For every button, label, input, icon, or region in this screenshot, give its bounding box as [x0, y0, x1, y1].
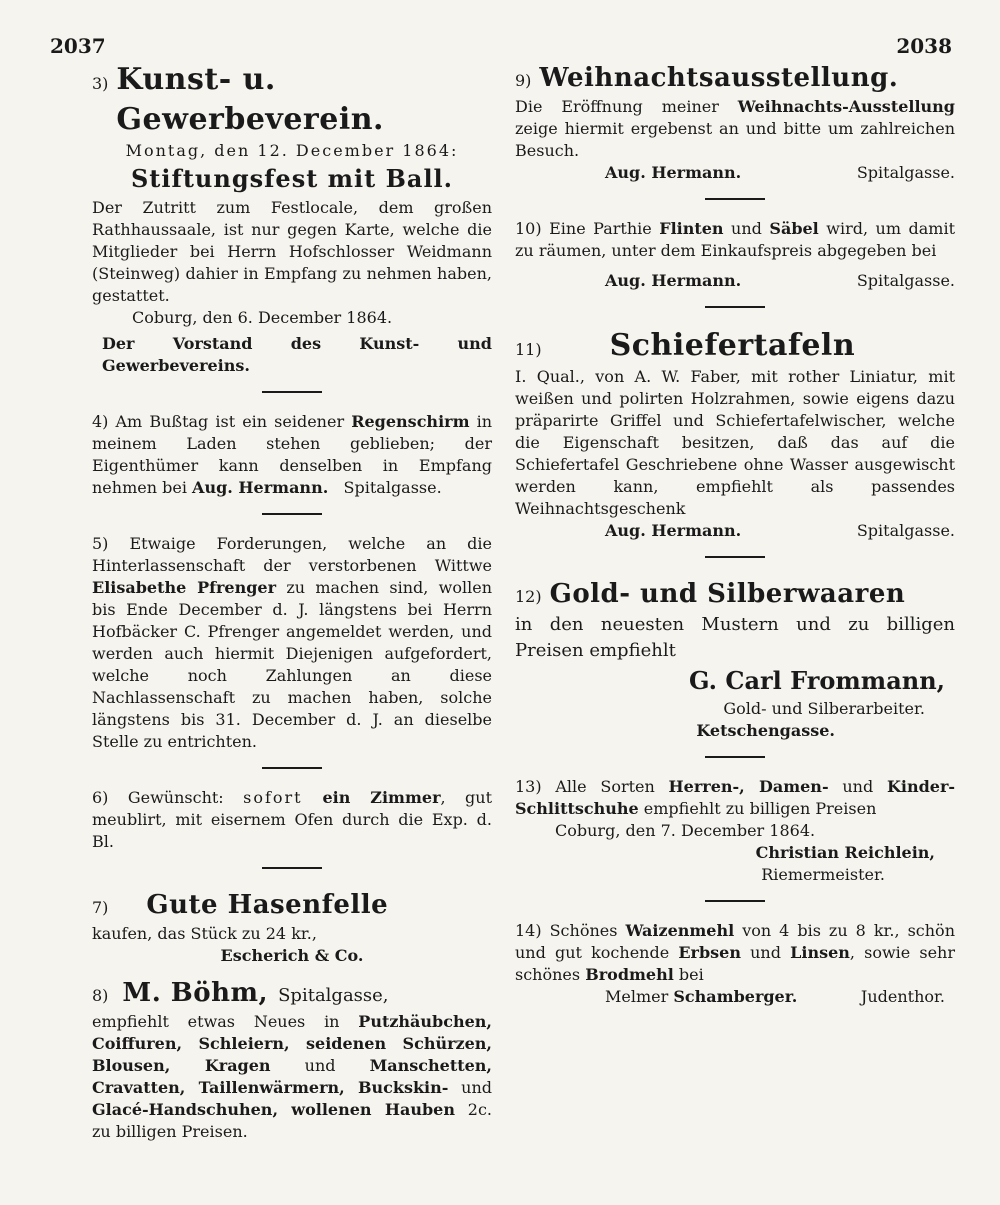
- ad-signature: [515, 270, 955, 292]
- ad-street: Spitalgasse.: [856, 521, 955, 540]
- ad-bold: Elisabethe Pfrenger: [92, 578, 277, 597]
- ad-text: empfiehlt etwas Neues in: [92, 1012, 359, 1031]
- ad-bold: Säbel: [769, 219, 819, 238]
- ad-boehm: [92, 975, 492, 1143]
- ad-date-line: Montag, den 12. December 1864:: [125, 141, 459, 160]
- divider: [705, 556, 765, 558]
- ad-forderungen: [92, 533, 492, 753]
- ad-number: 9): [515, 71, 532, 90]
- ad-flinten: [515, 218, 955, 292]
- ad-signature: [515, 162, 955, 184]
- ad-bold: Putzhäubchen, Coiffuren, Schleiern, seidenen Schürzen, Blousen, Kragen: [92, 1012, 492, 1075]
- ad-weihnachtsausstellung: [515, 60, 955, 184]
- ad-street: Spitalgasse.: [343, 478, 442, 497]
- ad-title: M. Böhm,: [122, 978, 269, 1008]
- left-column: [92, 60, 492, 1143]
- ad-text: 6) Gewünscht:: [92, 788, 244, 807]
- divider: [262, 391, 322, 393]
- ad-signature: [515, 986, 955, 1008]
- ad-body: in den neuesten Mustern und zu billigen Preisen empfiehlt: [515, 614, 955, 661]
- ad-waizenmehl: [515, 920, 955, 1008]
- ad-text: in meinem Laden stehen geblieben; der Eigenthümer kann denselben in Empfang nehmen bei: [92, 412, 493, 497]
- ad-number: 7): [92, 898, 109, 917]
- ad-merchant: Schamberger.: [673, 987, 798, 1006]
- ad-merchant: Aug. Hermann.: [192, 478, 329, 497]
- ad-bold: Glacé-Handschuhen, wollenen Hauben: [92, 1100, 455, 1119]
- ad-text: 4) Am Bußtag ist ein seidener: [92, 412, 352, 431]
- ad-hasenfelle: [92, 887, 492, 967]
- ad-body: Der Zutritt zum Festlocale, dem großen Rathhaussaale, ist nur gegen Karte, welche die Mitglieder bei Herrn Hofschlosser Weidmann (Steinweg) dahier in Empfang zu nehmen haben, gestattet.: [92, 198, 492, 305]
- ad-schiefertafeln: [515, 326, 955, 542]
- ad-schlittschuhe: [515, 776, 955, 886]
- ad-text: , sowie sehr schönes: [515, 943, 956, 984]
- ad-title: Kunst- u. Gewerbeverein.: [116, 62, 384, 137]
- ad-number: 3): [92, 74, 109, 93]
- ad-number: 12): [515, 587, 542, 606]
- ad-text: zu machen sind, wollen bis Ende December d. J. längstens bei Herrn Hofbäcker C. Pfrenger angemeldet werden, und werden auch hiermit Diejenigen aufgefordert, welche noch Zahlungen an diese Nachlassenschaft zu machen haben, solche längstens bis 31. December d. J. an dieselbe Stelle zu entrichten.: [92, 578, 492, 751]
- ad-text: und: [740, 943, 791, 962]
- divider: [705, 306, 765, 308]
- ad-regenschirm: [92, 411, 492, 499]
- ad-bold: Manschetten, Cravatten, Taillenwärmern, Buckskin-: [92, 1056, 492, 1097]
- divider: [262, 513, 322, 515]
- ad-bold: Erbsen: [678, 943, 741, 962]
- ad-goldwaaren: [515, 576, 955, 742]
- ad-title: Schiefertafeln: [609, 328, 856, 363]
- divider: [705, 756, 765, 758]
- ad-bold: Weihnachts-Ausstellung: [737, 97, 955, 116]
- page-number-right: 2038: [896, 34, 952, 58]
- ad-text: 10) Eine Parthie: [515, 219, 660, 238]
- ad-text: empfiehlt zu billigen Preisen: [638, 799, 877, 818]
- ad-bold: Brodmehl: [585, 965, 674, 984]
- ad-street: Spitalgasse.: [856, 163, 955, 182]
- ad-text: 5) Etwaige Forderungen, welche an die Hinterlassenschaft der verstorbenen Wittwe: [92, 534, 492, 575]
- ad-number: 8): [92, 986, 109, 1005]
- ad-bold: Herren-, Damen-: [668, 777, 829, 796]
- ad-text: zeige hiermit ergebenst an und bitte um zahlreichen Besuch.: [515, 119, 955, 160]
- ad-street: Judenthor.: [860, 987, 945, 1006]
- ad-text: 2c. zu billigen Preisen.: [92, 1100, 492, 1141]
- ad-sig-prefix: Melmer: [605, 987, 674, 1006]
- ad-place-date: Coburg, den 6. December 1864.: [132, 308, 393, 327]
- right-column: [515, 60, 955, 1008]
- ad-place-date: Coburg, den 7. December 1864.: [555, 821, 816, 840]
- divider: [705, 900, 765, 902]
- ad-merchant: Aug. Hermann.: [605, 271, 742, 290]
- ad-merchant: Christian Reichlein,: [755, 843, 935, 862]
- ad-text: und: [723, 219, 770, 238]
- ad-merchant: Aug. Hermann.: [605, 521, 742, 540]
- ad-profession: Gold- und Silberarbeiter.: [723, 699, 925, 718]
- ad-spaced: sofort: [243, 788, 303, 807]
- ad-text: , gut meublirt, mit eisernem Ofen durch die Exp. d. Bl.: [92, 788, 492, 851]
- ad-text: und: [448, 1078, 493, 1097]
- ad-bold: Waizenmehl: [625, 921, 735, 940]
- ad-profession: Riemermeister.: [761, 865, 885, 884]
- ad-body: I. Qual., von A. W. Faber, mit rother Liniatur, mit weißen und polirten Holzrahmen, sowie eigens dazu präparirte Griffel und Schiefertafelwischer, welche die Eigenschaft besitzen, daß das auf die Schiefertafel Geschriebene ohne Wasser ausgewischt werden kann, empfiehlt als passendes Weihnachtsgeschenk: [515, 367, 955, 518]
- ad-text: und: [828, 777, 887, 796]
- ad-text: 14) Schönes: [515, 921, 626, 940]
- ad-text: bei: [673, 965, 704, 984]
- ad-zimmer: [92, 787, 492, 853]
- divider: [262, 767, 322, 769]
- ad-event: Stiftungsfest mit Ball.: [130, 164, 454, 193]
- ad-kunstverein: [92, 60, 492, 377]
- ad-signature: [515, 520, 955, 542]
- ad-bold: Kinder-Schlittschuhe: [515, 777, 956, 818]
- ad-text: 13) Alle Sorten: [515, 777, 669, 796]
- ad-title: Gute Hasenfelle: [146, 890, 389, 920]
- ad-text: wird, um damit zu räumen, unter dem Einkaufspreis abgegeben bei: [515, 219, 955, 260]
- ad-signature: Escherich & Co.: [220, 946, 364, 965]
- divider: [705, 198, 765, 200]
- ad-bold: Regenschirm: [351, 412, 470, 431]
- divider: [262, 867, 322, 869]
- ad-bold: ein Zimmer: [302, 788, 441, 807]
- ad-text: von 4 bis zu 8 kr., schön und gut kochende: [515, 921, 955, 962]
- ad-title: Weihnachtsausstellung.: [539, 63, 899, 93]
- ad-text: Die Eröffnung meiner: [515, 97, 738, 116]
- ad-bold: Linsen: [790, 943, 850, 962]
- ad-text: und: [270, 1056, 370, 1075]
- ad-signature: Der Vorstand des Kunst- und Gewerbevereins.: [102, 334, 492, 375]
- ad-number: 11): [515, 340, 542, 359]
- ad-bold: Flinten: [659, 219, 724, 238]
- ad-street: Ketschengasse.: [696, 721, 835, 740]
- ad-merchant: G. Carl Frommann,: [689, 666, 945, 695]
- ad-street: Spitalgasse.: [856, 271, 955, 290]
- ad-body: kaufen, das Stück zu 24 kr.,: [92, 924, 317, 943]
- page-number-left: 2037: [50, 34, 106, 58]
- ad-street: Spitalgasse,: [278, 985, 389, 1006]
- ad-title: Gold- und Silberwaaren: [549, 579, 906, 609]
- ad-merchant: Aug. Hermann.: [605, 163, 742, 182]
